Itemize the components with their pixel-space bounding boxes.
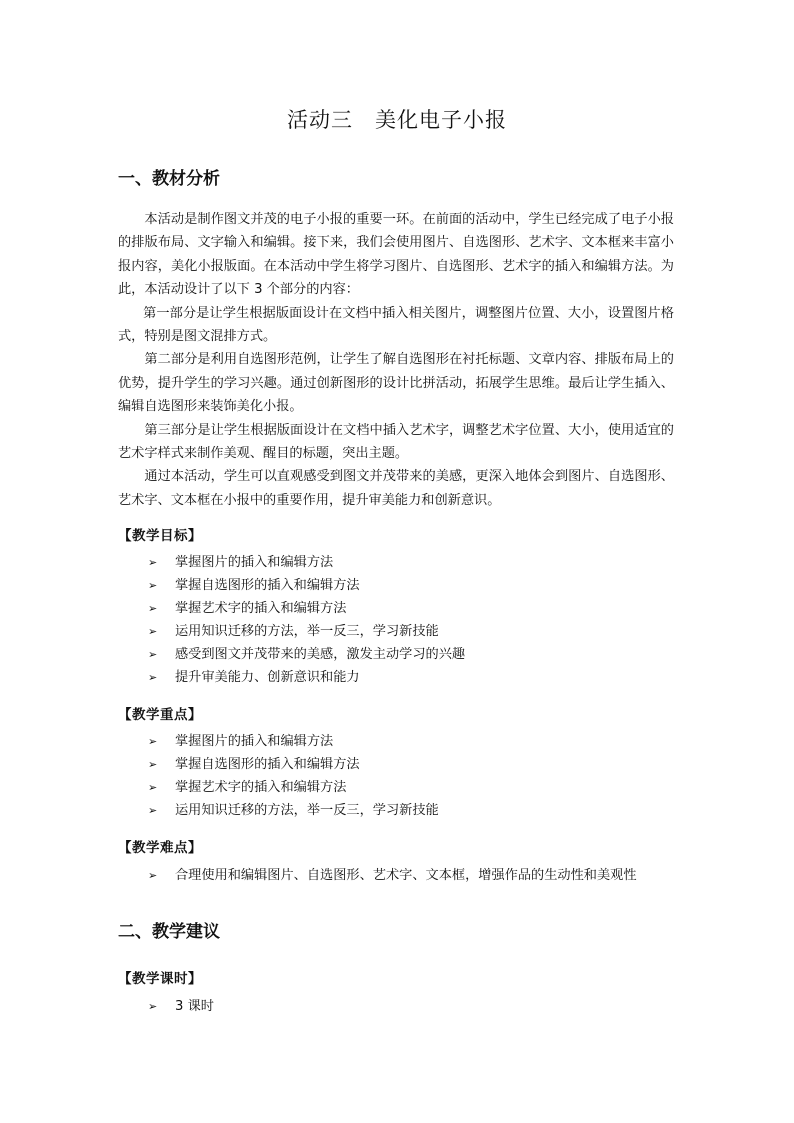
analysis-paragraph: 第一部分是让学生根据版面设计在文档中插入相关图片，调整图片位置、大小，设置图片格式，特别是图文混排方式。 xyxy=(118,305,674,345)
list-item-text: 掌握自选图形的插入和编辑方法 xyxy=(175,578,360,593)
bullet-arrow-icon: ➢ xyxy=(148,579,158,592)
list-item xyxy=(148,776,439,799)
bullet-arrow-icon: ➢ xyxy=(148,671,158,684)
keypoints-heading: 【教学重点】 xyxy=(118,707,202,723)
bullet-arrow-icon: ➢ xyxy=(148,869,158,882)
bullet-arrow-icon: ➢ xyxy=(148,602,158,615)
analysis-paragraph: 第三部分是让学生根据版面设计在文档中插入艺术字，调整艺术字位置、大小，使用适宜的艺术字样式来制作美观、醒目的标题，突出主题。 xyxy=(118,422,674,462)
list-item-text: 提升审美能力、创新意识和能力 xyxy=(175,670,360,685)
bullet-arrow-icon: ➢ xyxy=(148,804,158,817)
list-item xyxy=(148,597,465,620)
bullet-arrow-icon: ➢ xyxy=(148,735,158,748)
list-item xyxy=(148,574,465,597)
list-item-text: 掌握图片的插入和编辑方法 xyxy=(175,734,334,749)
list-item xyxy=(148,799,439,822)
bullet-arrow-icon: ➢ xyxy=(148,556,158,569)
list-item-text: 运用知识迁移的方法，举一反三，学习新技能 xyxy=(175,624,439,639)
bullet-arrow-icon: ➢ xyxy=(148,758,158,771)
list-item xyxy=(148,643,465,666)
list-item xyxy=(148,995,214,1018)
list-item xyxy=(148,753,439,776)
list-item-text: 掌握艺术字的插入和编辑方法 xyxy=(175,780,347,795)
hours-list xyxy=(148,995,214,1018)
analysis-body xyxy=(118,208,674,512)
list-item-text: 感受到图文并茂带来的美感，激发主动学习的兴趣 xyxy=(175,647,466,662)
list-item xyxy=(148,730,439,753)
hours-heading: 【教学课时】 xyxy=(118,971,202,987)
list-item-text: 掌握艺术字的插入和编辑方法 xyxy=(175,601,347,616)
analysis-paragraph: 第二部分是利用自选图形范例，让学生了解自选图形在衬托标题、文章内容、排版布局上的优势，提升学生的学习兴趣。通过创新图形的设计比拼活动，拓展学生思维。最后让学生插入、编辑自选图形来装饰美化小报。 xyxy=(118,352,674,415)
goals-heading: 【教学目标】 xyxy=(118,528,202,544)
list-item-text: 合理使用和编辑图片、自选图形、艺术字、文本框，增强作品的生动性和美观性 xyxy=(175,868,637,883)
list-item xyxy=(148,620,465,643)
page-title: 活动三 美化电子小报 xyxy=(287,108,507,132)
difficulties-list xyxy=(148,864,637,887)
difficulties-heading: 【教学难点】 xyxy=(118,840,202,856)
list-item-text: 掌握图片的插入和编辑方法 xyxy=(175,555,334,570)
bullet-arrow-icon: ➢ xyxy=(148,648,158,661)
keypoints-list xyxy=(148,730,439,822)
analysis-paragraph: 通过本活动，学生可以直观感受到图文并茂带来的美感，更深入地体会到图片、自选图形、艺术字、文本框在小报中的重要作用，提升审美能力和创新意识。 xyxy=(118,469,674,508)
list-item xyxy=(148,864,637,887)
list-item-text: 掌握自选图形的插入和编辑方法 xyxy=(175,757,360,772)
bullet-arrow-icon: ➢ xyxy=(148,781,158,794)
section-heading-analysis: 一、教材分析 xyxy=(118,169,220,189)
bullet-arrow-icon: ➢ xyxy=(148,1000,158,1013)
goals-list xyxy=(148,551,465,689)
analysis-paragraph: 本活动是制作图文并茂的电子小报的重要一环。在前面的活动中，学生已经完成了电子小报的排版布局、文字输入和编辑。接下来，我们会使用图片、自选图形、艺术字、文本框来丰富小报内容，美化小报版面。在本活动中学生将学习图片、自选图形、艺术字的插入和编辑方法。为此，本活动设计了以下 3 个部分的内容： xyxy=(118,212,674,298)
list-item xyxy=(148,551,465,574)
bullet-arrow-icon: ➢ xyxy=(148,625,158,638)
section-heading-suggestions: 二、教学建议 xyxy=(118,922,220,942)
list-item-text: 运用知识迁移的方法，举一反三，学习新技能 xyxy=(175,803,439,818)
list-item xyxy=(148,666,465,689)
list-item-text: 3 课时 xyxy=(175,999,214,1014)
